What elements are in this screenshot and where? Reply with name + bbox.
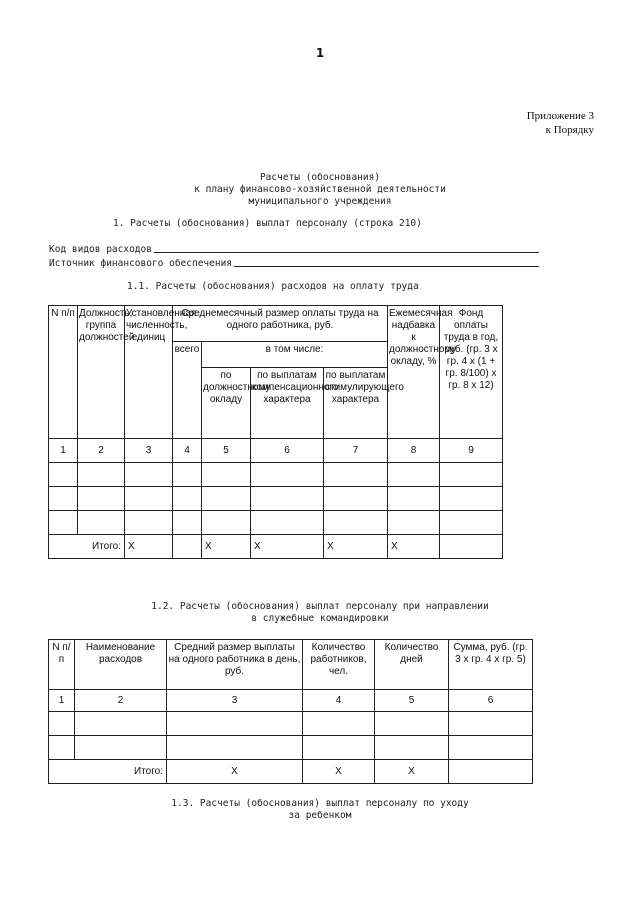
table-cell[interactable] [375, 736, 449, 760]
table-cell[interactable] [173, 511, 202, 535]
table-cell[interactable] [49, 463, 78, 487]
budget-code-field [49, 243, 539, 255]
col-num-7: 7 [324, 439, 388, 463]
x-mark: X [388, 535, 440, 559]
table-row [49, 511, 503, 535]
table-cell[interactable] [251, 463, 324, 487]
doc-title-line-3: муниципального учреждения [248, 196, 392, 207]
table-cell[interactable] [173, 487, 202, 511]
table-cell[interactable] [125, 487, 173, 511]
table-row [49, 712, 533, 736]
table-cell[interactable] [440, 487, 503, 511]
header-fund: Фонд оплаты труда в год, руб. (гр. 3 x гр. 4 x (1 + гр. 8/100) x гр. 8 x 12) [440, 306, 503, 439]
col-num-9: 9 [440, 439, 503, 463]
table-cell[interactable] [78, 487, 125, 511]
table-cell[interactable] [388, 463, 440, 487]
table-row [49, 736, 533, 760]
header-n: N п/п [49, 640, 75, 690]
header-n: N п/п [49, 306, 78, 439]
table-cell[interactable] [75, 712, 167, 736]
header-avg-monthly: Среднемесячный размер оплаты труда на одного работника, руб. [173, 306, 388, 342]
budget-code-line [154, 252, 539, 253]
header-compensation: по выплатам компенсационного характера [251, 368, 324, 439]
table-cell[interactable] [324, 511, 388, 535]
table-cell[interactable] [125, 511, 173, 535]
table-cell[interactable] [49, 511, 78, 535]
total-label: Итого: [49, 535, 125, 559]
table-cell[interactable] [125, 463, 173, 487]
x-mark: X [324, 535, 388, 559]
doc-title-line-2: к плану финансово-хозяйственной деятельности [194, 184, 446, 195]
col-num-1: 1 [49, 439, 78, 463]
table-cell[interactable] [202, 511, 251, 535]
salary-header-row-1 [49, 306, 503, 342]
section-1-2-heading-line-2: в служебные командировки [251, 613, 389, 624]
col-num-4: 4 [303, 690, 375, 712]
col-num-3: 3 [167, 690, 303, 712]
travel-header-row [49, 640, 533, 690]
appendix-line-2: к Порядку [545, 124, 594, 136]
header-workers: Количество работников, чел. [303, 640, 375, 690]
table-cell[interactable] [440, 463, 503, 487]
table-cell[interactable] [173, 535, 202, 559]
col-num-2: 2 [75, 690, 167, 712]
table-cell[interactable] [75, 736, 167, 760]
travel-table [48, 639, 533, 784]
header-sum: Сумма, руб. (гр. 3 x гр. 4 x гр. 5) [449, 640, 533, 690]
col-num-1: 1 [49, 690, 75, 712]
table-row [49, 487, 503, 511]
salary-total-row [49, 535, 503, 559]
table-cell[interactable] [173, 463, 202, 487]
appendix-note [527, 109, 594, 137]
col-num-3: 3 [125, 439, 173, 463]
header-including: в том числе: [202, 342, 388, 368]
header-days: Количество дней [375, 640, 449, 690]
col-num-6: 6 [449, 690, 533, 712]
table-cell[interactable] [449, 760, 533, 784]
x-mark: X [202, 535, 251, 559]
table-cell[interactable] [449, 712, 533, 736]
header-position: Должность, группа должностей [78, 306, 125, 439]
header-incentive: по выплатам стимулирующего характера [324, 368, 388, 439]
table-cell[interactable] [440, 511, 503, 535]
table-cell[interactable] [49, 736, 75, 760]
header-staff: Установленная численность, единиц [125, 306, 173, 439]
table-cell[interactable] [449, 736, 533, 760]
salary-table [48, 305, 503, 559]
x-mark: X [125, 535, 173, 559]
table-cell[interactable] [388, 511, 440, 535]
col-num-2: 2 [78, 439, 125, 463]
table-cell[interactable] [388, 487, 440, 511]
travel-total-row [49, 760, 533, 784]
table-cell[interactable] [49, 487, 78, 511]
section-1-1-heading: 1.1. Расчеты (обоснования) расходов на оплату труда [127, 281, 419, 292]
appendix-line-1: Приложение 3 [526, 110, 594, 122]
table-cell[interactable] [78, 511, 125, 535]
funding-source-field [49, 257, 539, 269]
section-1-3-heading-line-1: 1.3. Расчеты (обоснования) выплат персоналу по уходу [171, 798, 469, 809]
table-cell[interactable] [202, 463, 251, 487]
header-total: всего [173, 342, 202, 439]
table-cell[interactable] [375, 712, 449, 736]
budget-code-label: Код видов расходов [49, 244, 152, 255]
table-cell[interactable] [251, 511, 324, 535]
section-1-3-heading-line-2: за ребенком [288, 810, 352, 821]
table-cell[interactable] [303, 712, 375, 736]
col-num-5: 5 [202, 439, 251, 463]
table-cell[interactable] [324, 487, 388, 511]
table-cell[interactable] [324, 463, 388, 487]
table-cell[interactable] [251, 487, 324, 511]
table-cell[interactable] [78, 463, 125, 487]
x-mark: X [167, 760, 303, 784]
table-cell[interactable] [440, 535, 503, 559]
header-avg-daily: Средний размер выплаты на одного работника в день, руб. [167, 640, 303, 690]
page-number: 1 [315, 46, 325, 60]
funding-source-label: Источник финансового обеспечения [49, 258, 233, 269]
x-mark: X [303, 760, 375, 784]
total-label: Итого: [49, 760, 167, 784]
funding-source-line [234, 266, 539, 267]
table-cell[interactable] [202, 487, 251, 511]
col-num-5: 5 [375, 690, 449, 712]
section-1-heading: 1. Расчеты (обоснования) выплат персоналу (строка 210) [113, 218, 422, 229]
table-cell[interactable] [167, 736, 303, 760]
header-expense-name: Наименование расходов [75, 640, 167, 690]
col-num-6: 6 [251, 439, 324, 463]
salary-col-number-row [49, 439, 503, 463]
doc-title-line-1: Расчеты (обоснования) [259, 172, 381, 183]
table-row [49, 463, 503, 487]
table-cell[interactable] [49, 712, 75, 736]
table-cell[interactable] [303, 736, 375, 760]
x-mark: X [375, 760, 449, 784]
travel-col-number-row [49, 690, 533, 712]
table-cell[interactable] [167, 712, 303, 736]
header-monthly-bonus: Ежемесячная надбавка к должностному окладу, % [388, 306, 440, 439]
section-1-2-heading-line-1: 1.2. Расчеты (обоснования) выплат персоналу при направлении [151, 601, 489, 612]
header-salary: по должностному окладу [202, 368, 251, 439]
x-mark: X [251, 535, 324, 559]
col-num-4: 4 [173, 439, 202, 463]
col-num-8: 8 [388, 439, 440, 463]
